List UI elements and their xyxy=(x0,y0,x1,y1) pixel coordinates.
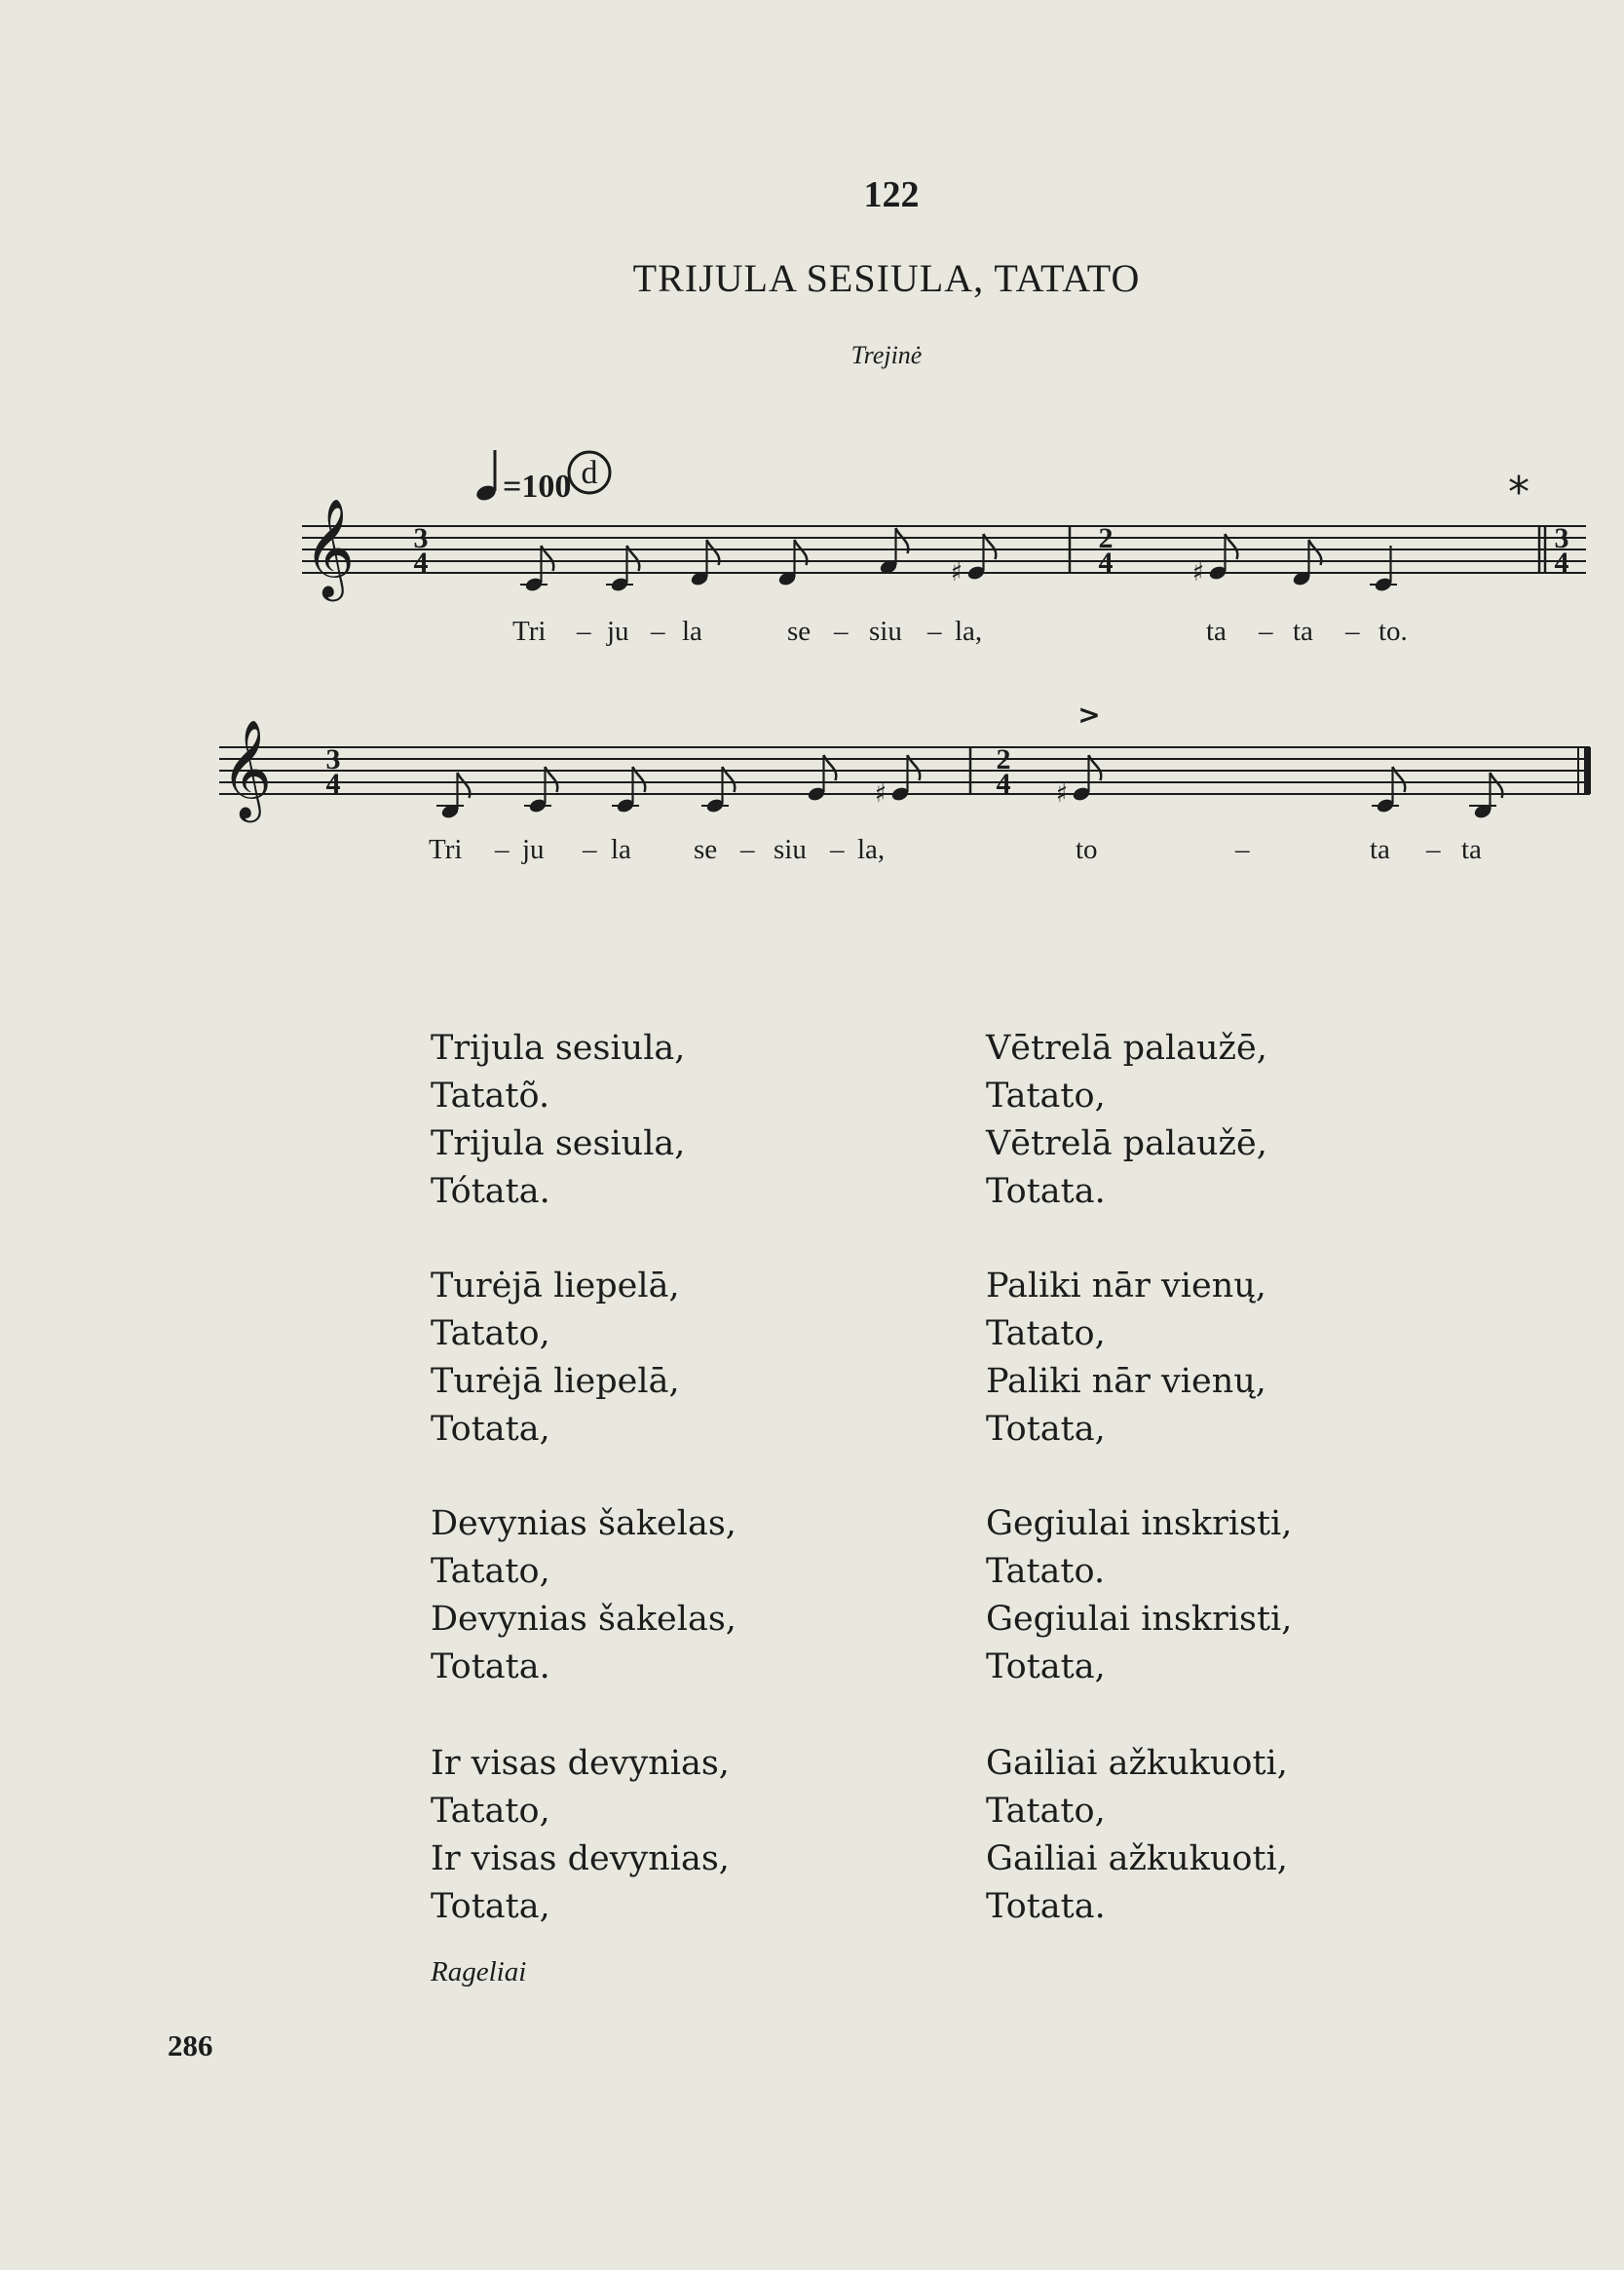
verse-line: Totata, xyxy=(431,1410,550,1449)
sharp-icon: ♯ xyxy=(874,779,888,809)
staff-1-lyric-syllable: – xyxy=(651,616,665,647)
song-subtitle: Trejinė xyxy=(850,341,923,369)
time-signature-bottom: 4 xyxy=(413,547,429,579)
staff-2-lyric-syllable: to xyxy=(1076,834,1098,865)
verse-line: Tatato, xyxy=(986,1792,1106,1831)
staff-2-lyric-syllable: – xyxy=(1426,834,1441,865)
tempo-value: =100 xyxy=(503,469,572,505)
staff-1-lyric-syllable: ju xyxy=(607,616,629,647)
verse-line: Paliki nār vienų, xyxy=(986,1267,1266,1305)
verse-line: Totata. xyxy=(431,1647,550,1686)
time-signature-top: 2 xyxy=(996,743,1011,776)
time-signature-bottom: 4 xyxy=(1098,547,1114,579)
verse-line: Tatatõ. xyxy=(431,1077,550,1116)
staff-2-lyric-syllable: se xyxy=(694,834,718,865)
staff-1-lyric-syllable: – xyxy=(577,616,591,647)
verse-line: Tatato, xyxy=(431,1314,550,1353)
verse xyxy=(431,1263,840,1454)
source-location: Rageliai xyxy=(431,1956,527,1987)
staff-1 xyxy=(302,497,1586,602)
verse xyxy=(986,1263,1395,1454)
time-signature-bottom: 4 xyxy=(325,768,341,800)
song-title: TRIJULA SESIULA, TATATO xyxy=(632,256,1141,300)
staff-2-lyric-syllable: – xyxy=(1235,834,1250,865)
verse-line: Totata, xyxy=(986,1410,1106,1449)
staff-1-lyric-syllable: – xyxy=(834,616,849,647)
time-signature-bottom: 4 xyxy=(996,768,1011,800)
verse-line: Gailiai ažkukuoti, xyxy=(986,1839,1288,1878)
verse-line: Trijula sesiula, xyxy=(431,1124,686,1163)
verse-line: Tatato, xyxy=(431,1552,550,1591)
staff-1-lyric-syllable: ta xyxy=(1293,616,1313,647)
staff-1-lyric-syllable: se xyxy=(787,616,812,647)
staff-2-lyric-syllable: – xyxy=(830,834,845,865)
verse-line: Totata. xyxy=(986,1172,1106,1211)
verse-line: Tatato, xyxy=(986,1077,1106,1116)
verse-line: Ir visas devynias, xyxy=(431,1744,730,1783)
sharp-icon: ♯ xyxy=(1191,558,1205,587)
sharp-icon: ♯ xyxy=(1055,779,1069,809)
asterisk-icon: * xyxy=(1508,468,1530,517)
staff-2-lyric-syllable: la, xyxy=(857,834,886,865)
time-signature-top: 3 xyxy=(1554,522,1569,554)
final-bar-line-thick xyxy=(1584,747,1591,794)
staff-1-lyric-syllable: – xyxy=(1259,616,1273,647)
verse-line: Devynias šakelas, xyxy=(431,1504,736,1543)
verse xyxy=(986,1500,1395,1691)
verse-line: Devynias šakelas, xyxy=(431,1600,736,1639)
staff-2-lyric-syllable: ju xyxy=(522,834,545,865)
verse-line: Totata, xyxy=(431,1887,550,1926)
staff-1-lyric-syllable: – xyxy=(927,616,942,647)
verse-line: Vētrelā palaužē, xyxy=(986,1029,1267,1068)
staff-2-lyric-syllable: la xyxy=(611,834,631,865)
verse-line: Vētrelā palaužē, xyxy=(986,1124,1267,1163)
page-number: 286 xyxy=(168,2028,213,2062)
time-signature-bottom: 4 xyxy=(1554,547,1569,579)
verse-line: Gegiulai inskristi, xyxy=(986,1504,1293,1543)
staff-2-lyric-syllable: siu xyxy=(774,834,807,865)
verse xyxy=(986,1025,1395,1216)
verse-line: Tatato, xyxy=(986,1314,1106,1353)
verse-line: Totata. xyxy=(986,1887,1106,1926)
staff-1-lyric-syllable: Tri xyxy=(512,616,547,647)
verse-line: Tatato. xyxy=(986,1552,1106,1591)
staff-2 xyxy=(219,699,1591,823)
verse xyxy=(986,1740,1395,1931)
verse-line: Turėjā liepelā, xyxy=(431,1267,680,1305)
song-number: 122 xyxy=(863,174,920,215)
time-signature-top: 3 xyxy=(325,743,341,776)
verse xyxy=(431,1740,840,1931)
staff-2-lyric-syllable: ta xyxy=(1461,834,1482,865)
verse-line: Gegiulai inskristi, xyxy=(986,1600,1293,1639)
time-signature-top: 2 xyxy=(1098,522,1114,554)
staff-2-lyric-syllable: – xyxy=(583,834,597,865)
staff-1-lyric-syllable: la xyxy=(682,616,702,647)
time-signature-top: 3 xyxy=(413,522,429,554)
staff-2-lyric-syllable: ta xyxy=(1370,834,1390,865)
staff-1-lyric-syllable: siu xyxy=(869,616,902,647)
accent-icon: > xyxy=(1077,699,1101,731)
sharp-icon: ♯ xyxy=(950,558,963,587)
verse xyxy=(431,1500,840,1691)
staff-1-lyric-syllable: ta xyxy=(1206,616,1227,647)
treble-clef-icon: 𝄞 xyxy=(304,497,356,597)
staff-2-lyric-syllable: – xyxy=(740,834,755,865)
staff-2-lyric-syllable: Tri xyxy=(429,834,463,865)
rhythm-mark-letter: d xyxy=(581,455,598,491)
verse xyxy=(431,1025,840,1216)
verse-line: Trijula sesiula, xyxy=(431,1029,686,1068)
verse-line: Turėjā liepelā, xyxy=(431,1362,680,1401)
verse-line: Tatato, xyxy=(431,1792,550,1831)
verse-line: Gailiai ažkukuoti, xyxy=(986,1744,1288,1783)
verse-line: Ir visas devynias, xyxy=(431,1839,730,1878)
verse-line: Totata, xyxy=(986,1647,1106,1686)
verse-line: Tótata. xyxy=(431,1172,550,1211)
verse-line: Paliki nār vienų, xyxy=(986,1362,1266,1401)
staff-1-lyric-syllable: la, xyxy=(955,616,983,647)
treble-clef-icon: 𝄞 xyxy=(221,718,273,818)
staff-2-lyric-syllable: – xyxy=(495,834,510,865)
staff-1-lyric-syllable: to. xyxy=(1379,616,1408,647)
staff-1-lyric-syllable: – xyxy=(1345,616,1360,647)
